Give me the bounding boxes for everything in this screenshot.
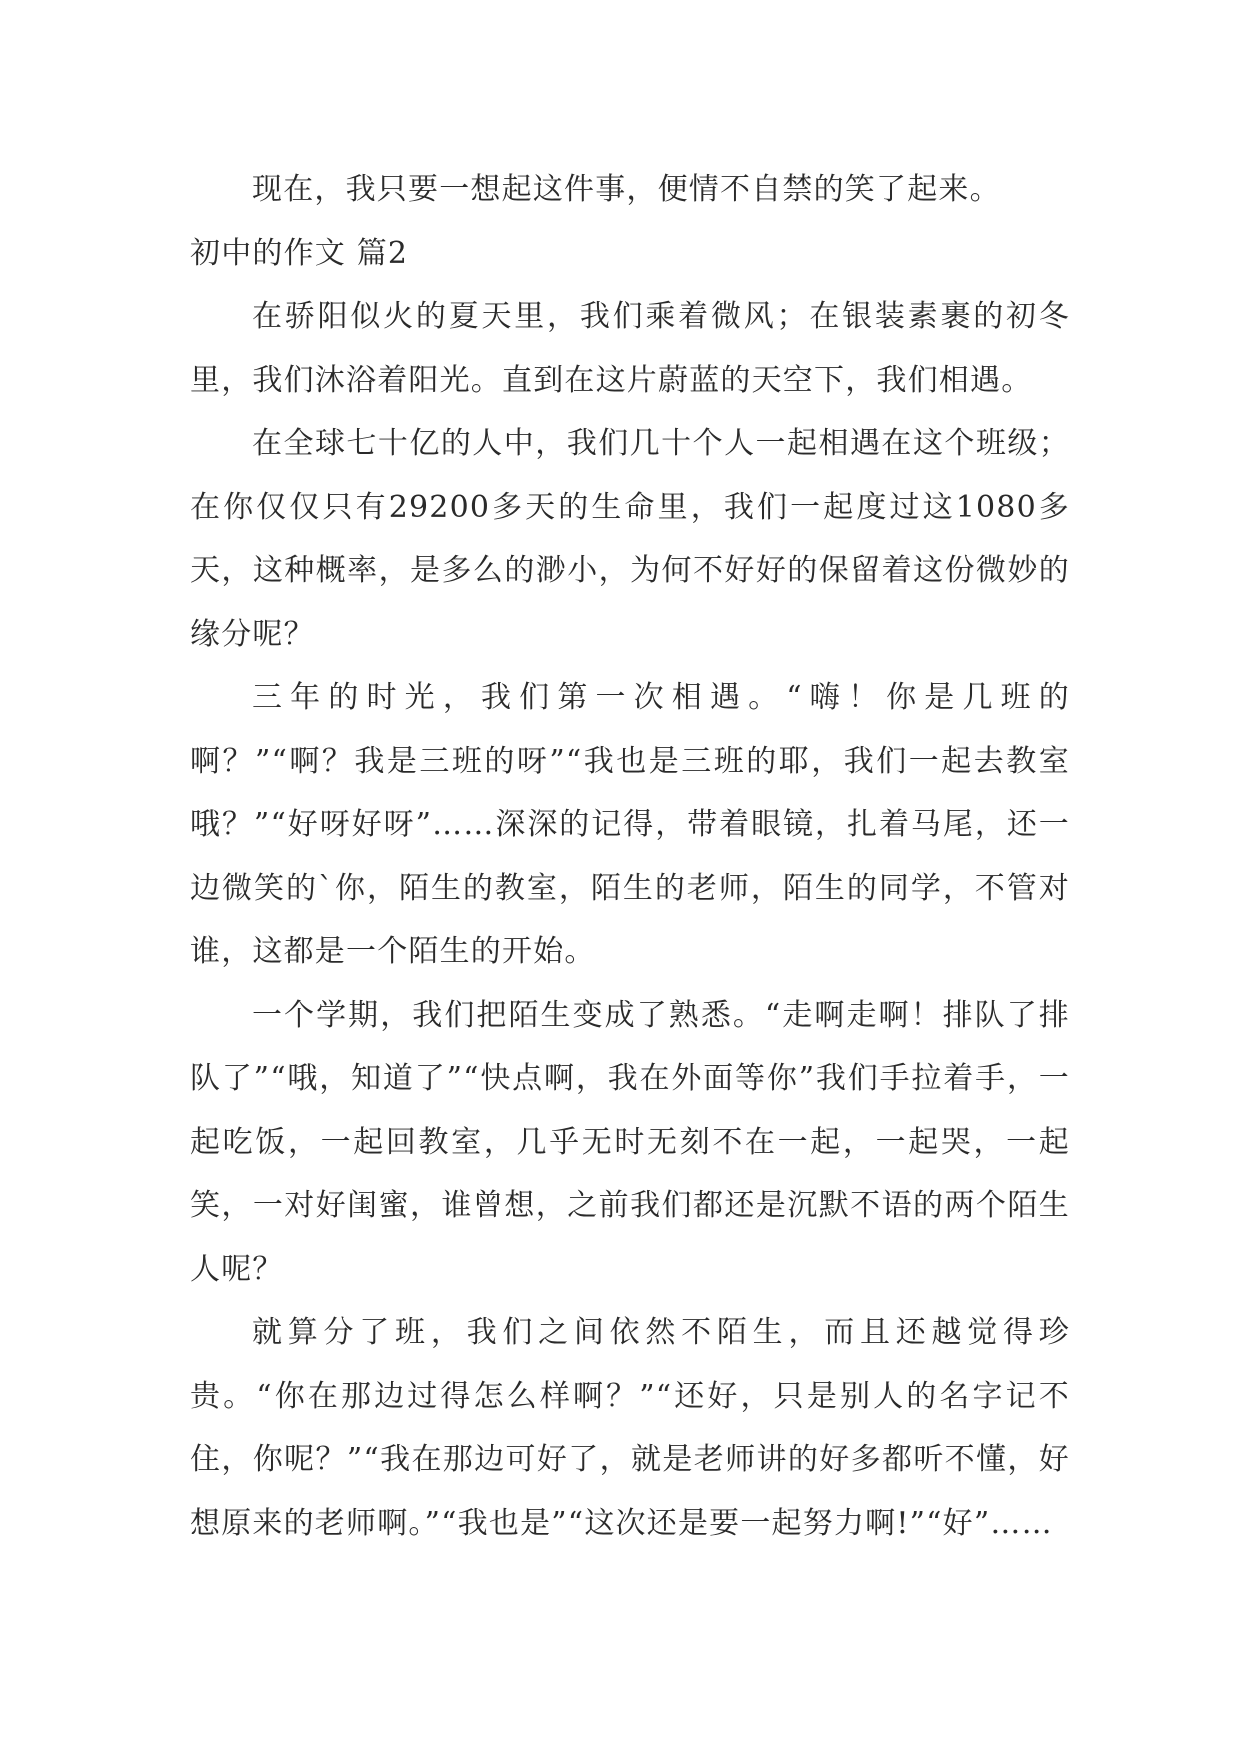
paragraph-3: 三年的时光，我们第一次相遇。“嗨！你是几班的啊？”“啊？我是三班的呀”“我也是三班的耶，我们一起去教室哦？”“好呀好呀”……深深的记得，带着眼镜，扎着马尾，还一边微笑的`你，陌生的教室，陌生的老师，陌生的同学，不管对谁，这都是一个陌生的开始。: [190, 680, 1070, 969]
paragraph-5: 就算分了班，我们之间依然不陌生，而且还越觉得珍贵。“你在那边过得怎么样啊？”“还好，只是别人的名字记不住，你呢？”“我在那边可好了，就是老师讲的好多都听不懂，好想原来的老师啊。”“我也是”“这次还是要一起努力啊!”“好”……: [190, 1315, 1070, 1541]
paragraph-4: 一个学期，我们把陌生变成了熟悉。“走啊走啊！排队了排队了”“哦，知道了”“快点啊，我在外面等你”我们手拉着手，一起吃饭，一起回教室，几乎无时无刻不在一起，一起哭，一起笑，一对好闺蜜，谁曾想，之前我们都还是沉默不语的两个陌生人呢？: [190, 997, 1070, 1287]
paragraph-1: 在骄阳似火的夏天里，我们乘着微风；在银装素裹的初冬里，我们沐浴着阳光。直到在这片蔚蓝的天空下，我们相遇。: [190, 299, 1070, 398]
section-heading: 初中的作文 篇2: [190, 235, 409, 271]
document-body: [190, 158, 1070, 1555]
paragraph-intro: 现在，我只要一想起这件事，便情不自禁的笑了起来。: [252, 172, 1001, 207]
paragraph-2: 在全球七十亿的人中，我们几十个人一起相遇在这个班级；在你仅仅只有29200多天的生命里，我们一起度过这1080多天，这种概率，是多么的渺小，为何不好好的保留着这份微妙的缘分呢？: [190, 426, 1070, 652]
